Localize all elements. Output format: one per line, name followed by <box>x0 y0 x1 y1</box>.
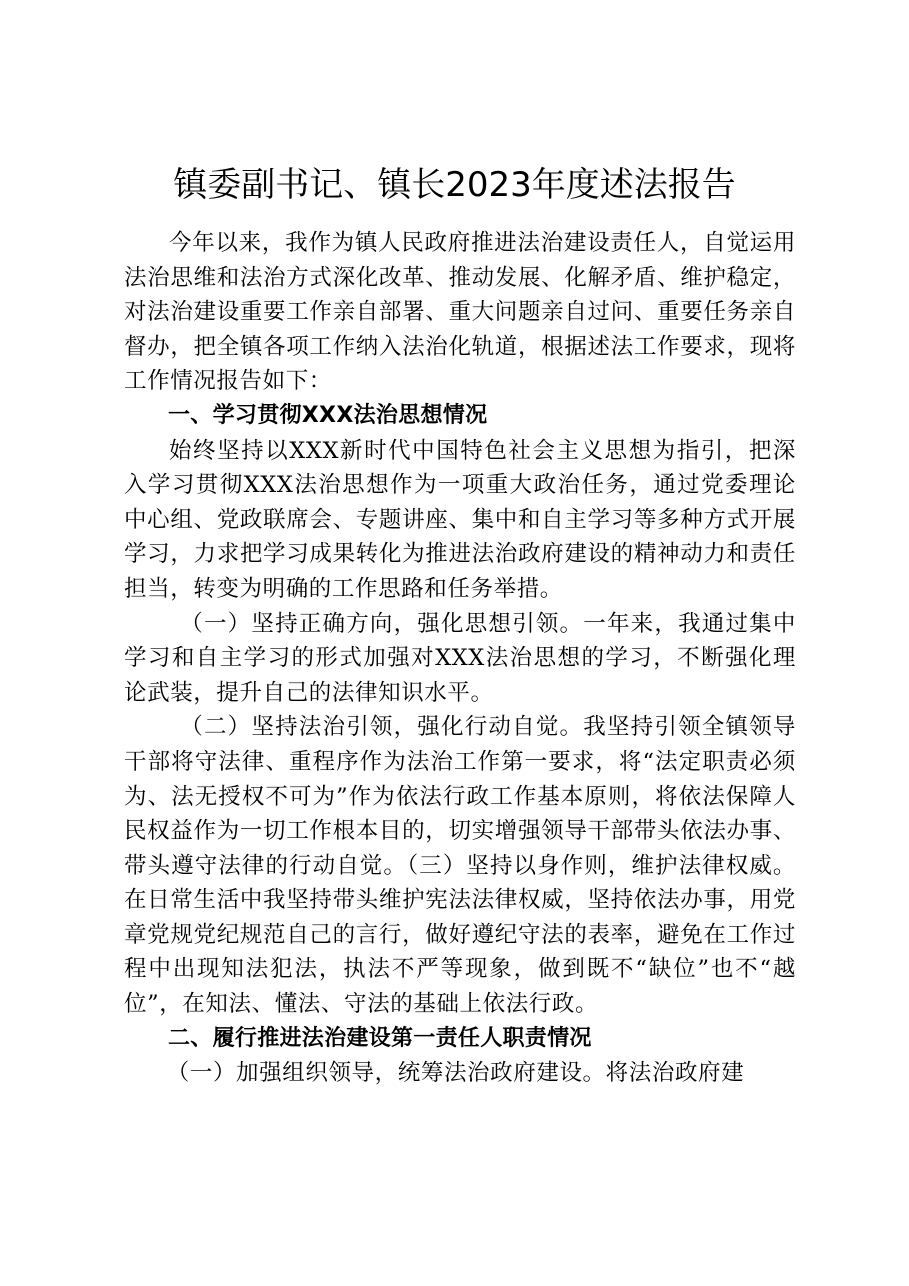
document-body <box>124 226 796 1091</box>
section-heading-2: 二、履行推进法治建设第一责任人职责情况 <box>168 1025 592 1051</box>
document-title: 镇委副书记、镇长2023年度述法报告 <box>173 165 736 205</box>
intro-paragraph: 今年以来，我作为镇人民政府推进法治建设责任人，自觉运用法治思维和法治方式深化改革、推动发展、化解矛盾、维护稳定，对法治建设重要工作亲自部署、重大问题亲自过问、重要任务亲自督办，把全镇各项工作纳入法治化轨道，根据述法工作要求，现将工作情况报告如下： <box>124 230 796 395</box>
subsection-2-1-paragraph: （一）加强组织领导，统筹法治政府建设。将法治政府建 <box>166 1060 745 1087</box>
section-1-paragraph: 始终坚持以XXX新时代中国特色社会主义思想为指引，把深入学习贯彻XXX法治思想作为一项重大政治任务，通过党委理论中心组、党政联席会、专题讲座、集中和自主学习等多种方式开展学习，力求把学习成果转化为推进法治政府建设的精神动力和责任担当，转变为明确的工作思路和任务举措。 <box>124 437 796 602</box>
subsection-1-2-paragraph: （二）坚持法治引领，强化行动自觉。我坚持引领全镇领导干部将守法律、重程序作为法治工作第一要求，将“法定职责必须为、法无授权不可为”作为依法行政工作基本原则，将依法保障人民权益作为一切工作根本目的，切实增强领导干部带头依法办事、带头遵守法律的行动自觉。（三）坚持以身作则，维护法律权威。在日常生活中我坚持带头维护宪法法律权威，坚持依法办事，用党章党规党纪规范自己的言行，做好遵纪守法的表率，避免在工作过程中出现知法犯法，执法不严等现象，做到既不“缺位”也不“越位”，在知法、懂法、守法的基础上依法行政。 <box>124 714 796 1018</box>
section-heading-1: 一、学习贯彻XXX法治思想情况 <box>168 402 488 428</box>
subsection-1-1-paragraph: （一）坚持正确方向，强化思想引领。一年来，我通过集中学习和自主学习的形式加强对XXX法治思想的学习，不断强化理论武装，提升自己的法律知识水平。 <box>124 610 796 706</box>
